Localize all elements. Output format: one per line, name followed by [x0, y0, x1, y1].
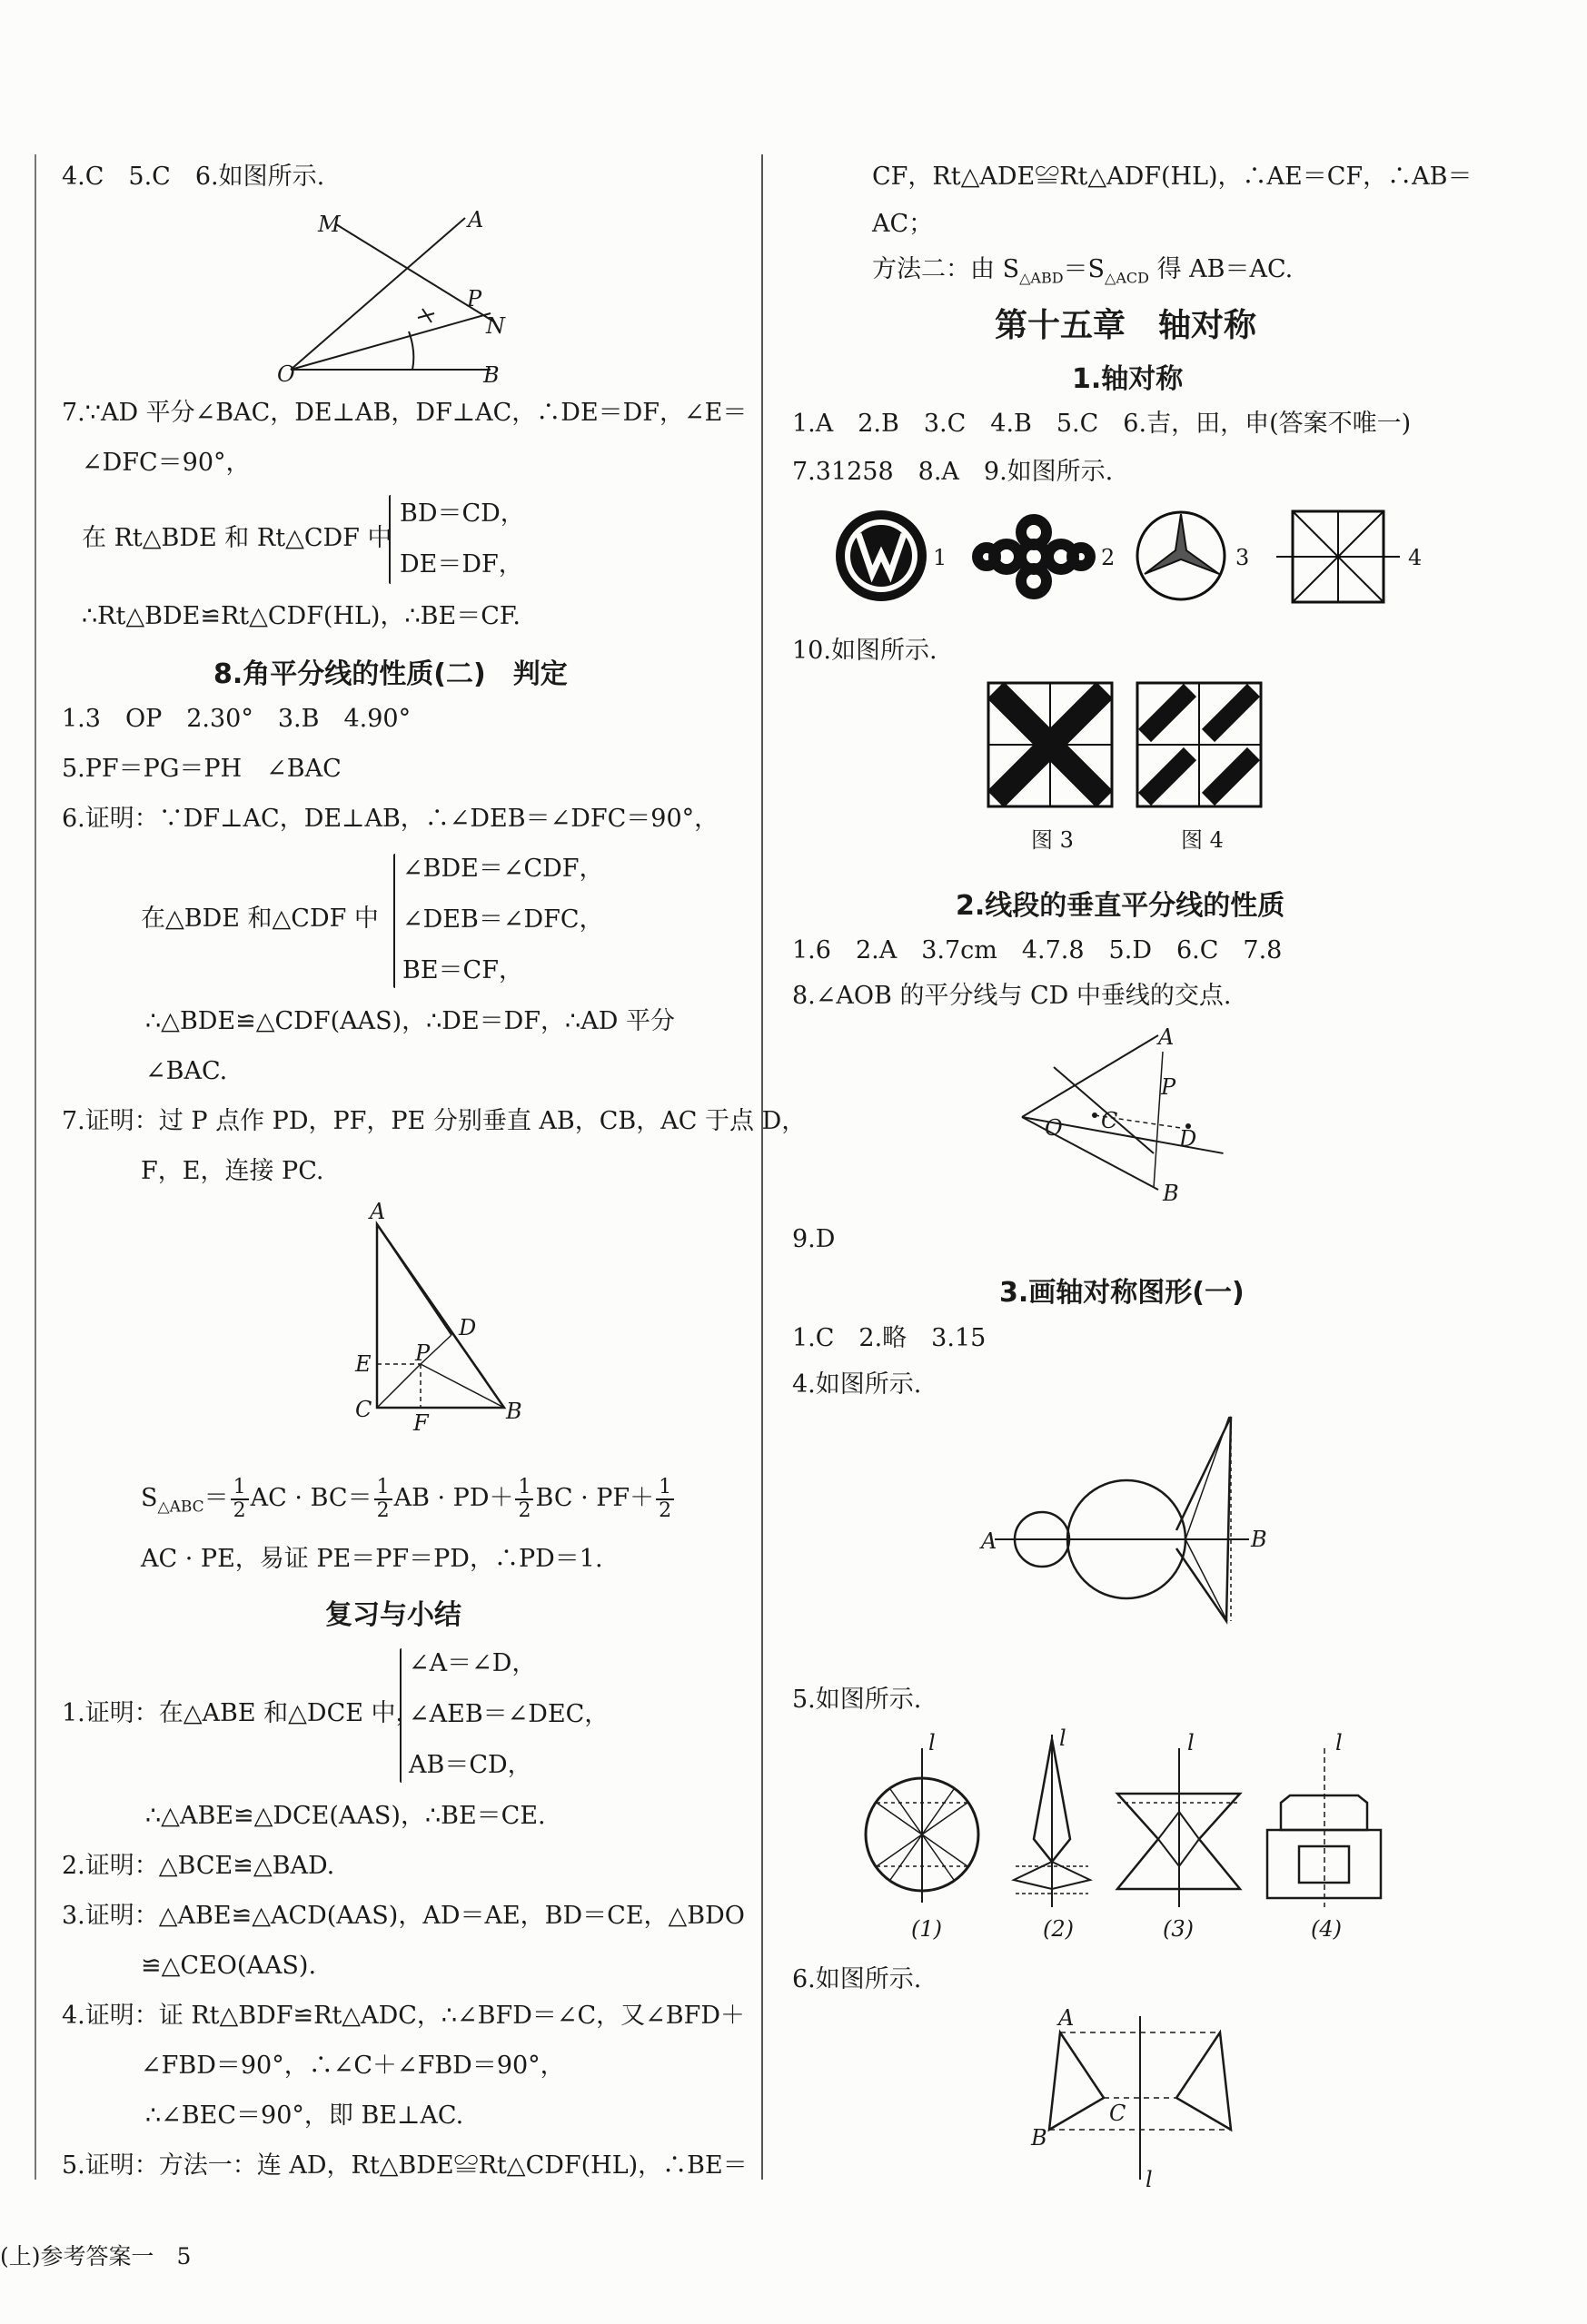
symmetry-figure-3	[1113, 1730, 1249, 1912]
answer-line: 8.∠AOB 的平分线与 CD 中垂线的交点.	[792, 982, 1232, 1010]
answer-line-10: 10.如图所示.	[792, 637, 937, 665]
condition: ∠AEB＝∠DEC，	[409, 1700, 610, 1728]
method-1-continued: CF，Rt△ADE≌Rt△ADF(HL)，∴AE＝CF，∴AB＝	[872, 163, 1473, 191]
label-O: O	[277, 361, 295, 387]
review-1-intro: 1.证明：在△ABE 和△DCE 中，	[62, 1699, 421, 1727]
answer-line: 1.A 2.B 3.C 4.B 5.C 6.吉，田，申(答案不唯一)	[792, 410, 1412, 438]
vw-logo-figure	[831, 509, 958, 608]
proof-7-line2: ∠DFC＝90°，	[82, 449, 251, 477]
review-4-line3: ∴∠BEC＝90°，即 BE⊥AC.	[145, 2101, 464, 2130]
proof-6-line1: 6.证明：∵DF⊥AC，DE⊥AB，∴∠DEB＝∠DFC＝90°，	[62, 805, 719, 833]
figure-caption: (4)	[1311, 1916, 1342, 1942]
axis-label: l	[1146, 2167, 1153, 2192]
label-P: P	[415, 1340, 431, 1366]
area-equation	[141, 1471, 676, 1534]
label-B: B	[1251, 1527, 1267, 1552]
label-A: A	[1158, 1024, 1175, 1050]
answer-line: 5.如图所示.	[792, 1686, 922, 1714]
proof-7b-line2: F，E，连接 PC.	[141, 1157, 324, 1185]
grid-figure-3	[987, 681, 1114, 813]
chinese-knot-figure	[970, 507, 1116, 611]
figure-number: 3	[1235, 545, 1250, 570]
label-C: C	[1109, 2101, 1126, 2126]
condition: BD＝CD，	[400, 499, 525, 528]
proof-7-conclusion: ∴Rt△BDE≌Rt△CDF(HL)，∴BE＝CF.	[82, 602, 521, 630]
label-P: P	[467, 286, 482, 312]
column-divider	[761, 154, 763, 2180]
label-N: N	[486, 313, 505, 339]
answer-line: 1.C 2.略 3.15	[792, 1324, 987, 1352]
label-B: B	[506, 1399, 522, 1424]
label-C: C	[355, 1397, 372, 1422]
area-conclusion: AC · PE，易证 PE＝PF＝PD，∴PD＝1.	[141, 1545, 603, 1573]
review-1-conclusion: ∴△ABE≌△DCE(AAS)，∴BE＝CE.	[145, 1802, 546, 1830]
symmetry-figure-4	[1263, 1730, 1399, 1912]
axis-label: l	[1059, 1726, 1066, 1751]
page-footer: (上)参考答案一 5	[0, 2243, 192, 2270]
label-M: M	[318, 212, 341, 237]
figure-number: 2	[1101, 545, 1116, 570]
proof-7-line1: 7.∵AD 平分∠BAC，DE⊥AB，DF⊥AC，∴DE＝DF，∠E＝	[62, 399, 748, 427]
brace	[389, 495, 391, 584]
proof-6-conclusion: ∴△BDE≌△CDF(AAS)，∴DE＝DF，∴AD 平分	[145, 1007, 675, 1035]
answer-line: 5.PF＝PG＝PH ∠BAC	[62, 755, 342, 783]
angle-bisector-figure	[273, 204, 527, 386]
label-O: O	[1045, 1115, 1063, 1141]
answer-line: 7.31258 8.A 9.如图所示.	[792, 458, 1114, 486]
review-3-line2: ≌△CEO(AAS).	[141, 1952, 317, 1980]
label-A: A	[1058, 2005, 1075, 2031]
answer-line: 4.如图所示.	[792, 1370, 922, 1399]
mercedes-star-figure	[1134, 505, 1261, 609]
area-s: S	[141, 1484, 158, 1512]
answer-line-9: 9.D	[792, 1225, 836, 1253]
review-5-line1: 5.证明：方法一：连 AD，Rt△BDE≌Rt△CDF(HL)，∴BE＝	[62, 2151, 748, 2180]
condition: DE＝DF，	[400, 550, 523, 579]
section-heading-review: 复习与小结	[325, 1599, 461, 1631]
square-star-figure	[1276, 507, 1431, 611]
axis-label: l	[1335, 1730, 1343, 1755]
label-B: B	[483, 362, 500, 388]
fraction-half: $\frac{1}{2}$	[656, 1477, 674, 1522]
label-E: E	[355, 1351, 372, 1377]
label-B: B	[1031, 2125, 1047, 2151]
brace	[400, 1648, 402, 1783]
method-1-end: AC；	[872, 210, 934, 238]
answer-line-4-6: 4.C 5.C 6.如图所示.	[62, 163, 325, 191]
fraction-half: $\frac{1}{2}$	[515, 1477, 533, 1522]
figure-caption: 图 3	[1031, 827, 1074, 853]
proof-6-conclusion-2: ∠BAC.	[145, 1057, 228, 1085]
perpendicular-bisector-figure	[1017, 1026, 1235, 1208]
grid-figure-4	[1136, 681, 1263, 813]
left-margin-rule	[35, 154, 36, 2180]
condition: ∠A＝∠D，	[409, 1649, 537, 1677]
answer-line: 6.如图所示.	[792, 1965, 922, 1993]
label-D: D	[459, 1315, 477, 1340]
proof-7b-line1: 7.证明：过 P 点作 PD，PF，PE 分别垂直 AB，CB，AC 于点 D，	[62, 1107, 807, 1135]
answer-line: 1.3 OP 2.30° 3.B 4.90°	[62, 705, 412, 733]
section-heading-2: 2.线段的垂直平分线的性质	[956, 890, 1285, 922]
review-2: 2.证明：△BCE≌△BAD.	[62, 1852, 335, 1880]
condition: ∠BDE＝∠CDF，	[402, 855, 604, 883]
proof-6-in-triangles: 在△BDE 和△CDF 中	[141, 905, 379, 933]
term: AC · BC＝	[250, 1484, 372, 1512]
label-B: B	[1163, 1181, 1179, 1206]
label-D: D	[1179, 1126, 1197, 1152]
label-F: F	[413, 1410, 429, 1436]
chapter-title: 第十五章 轴对称	[995, 307, 1257, 344]
section-heading-1: 1.轴对称	[1072, 363, 1184, 395]
method-2: 方法二：由 $S_{\triangle ABD}=S_{\triangle ACD}$ 得 AB＝AC.	[872, 255, 1294, 287]
fraction-half: $\frac{1}{2}$	[374, 1477, 392, 1522]
figure-caption: (2)	[1043, 1916, 1074, 1942]
axis-label: l	[1187, 1730, 1195, 1755]
figure-caption: 图 4	[1181, 827, 1224, 853]
figure-number: 1	[933, 545, 947, 570]
condition: BE＝CF，	[402, 956, 523, 984]
axis-label: l	[928, 1730, 936, 1755]
label-P: P	[1161, 1074, 1176, 1100]
condition: AB＝CD，	[409, 1751, 532, 1779]
review-4-line1: 4.证明：证 Rt△BDF≌Rt△ADC，∴∠BFD＝∠C，又∠BFD＋	[62, 2002, 746, 2030]
triangle-incenter-figure	[350, 1199, 531, 1436]
label-A: A	[370, 1199, 386, 1224]
label-A: A	[468, 207, 484, 232]
label-C: C	[1101, 1108, 1118, 1133]
figure-caption: (3)	[1163, 1916, 1194, 1942]
brace	[393, 854, 395, 988]
symmetry-figure-2	[1007, 1726, 1106, 1916]
term: BC · PF＋	[535, 1484, 655, 1512]
figure-caption: (1)	[911, 1916, 942, 1942]
fraction-half: $\frac{1}{2}$	[231, 1477, 249, 1522]
section-heading-8: 8.角平分线的性质(二) 判定	[213, 658, 568, 690]
reflection-figure	[1022, 2005, 1249, 2192]
figure-number: 4	[1408, 545, 1423, 570]
fish-figure	[981, 1412, 1276, 1626]
symmetry-figure-1	[863, 1730, 990, 1912]
answer-line: 1.6 2.A 3.7cm 4.7.8 5.D 6.C 7.8	[792, 936, 1283, 964]
eq: ＝	[203, 1484, 229, 1512]
condition: ∠DEB＝∠DFC，	[402, 905, 604, 934]
section-heading-3: 3.画轴对称图形(一)	[999, 1277, 1245, 1309]
review-4-line2: ∠FBD＝90°，∴∠C＋∠FBD＝90°，	[141, 2052, 565, 2080]
area-sub: △ABC	[157, 1498, 204, 1517]
label-A: A	[981, 1528, 997, 1554]
term: AB · PD＋	[393, 1484, 514, 1512]
review-3-line1: 3.证明：△ABE≌△ACD(AAS)，AD＝AE，BD＝CE，△BDO	[62, 1902, 745, 1930]
proof-7-in-triangles: 在 Rt△BDE 和 Rt△CDF 中	[82, 524, 392, 552]
